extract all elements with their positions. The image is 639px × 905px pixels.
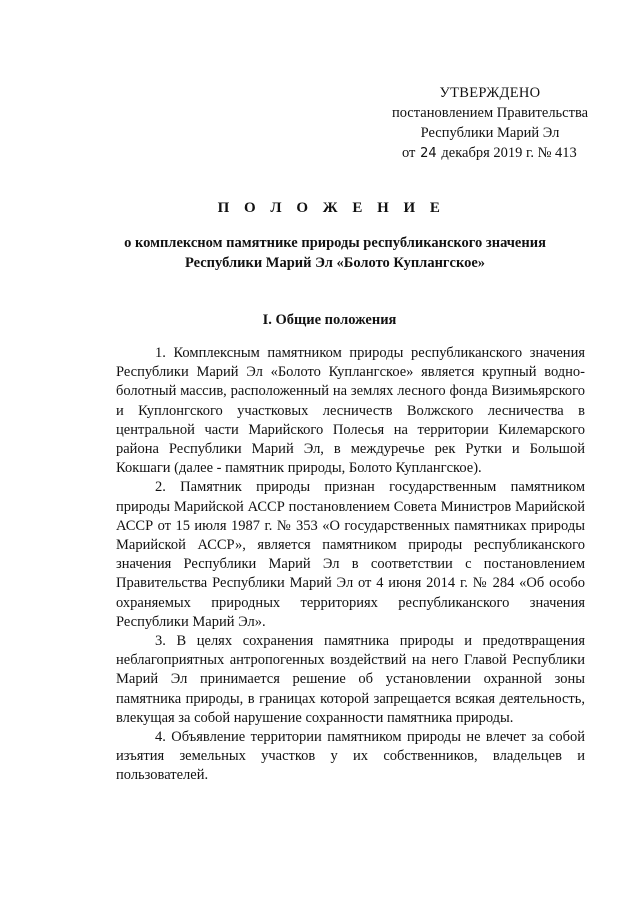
- approval-date-prefix: от: [402, 145, 416, 161]
- paragraph-1: 1. Комплексным памятником природы республиканского значения Республики Марий Эл «Болото Куплангское» является крупный водно-болотный массив, расположенный на землях лесного фонда Визимьярского и Куплонгского участковых лесничеств Волжского лесничества в центральной части Марийского Полесья на территории Килемарского района Республики Марий Эл, в междуречье рек Рутки и Большой Кокшаги (далее - памятник природы, Болото Куплангское).: [116, 345, 585, 477]
- document-body: [116, 344, 585, 786]
- paragraph-4: 4. Объявление территории памятником природы не влечет за собой изъятия земельных участков у их собственников, владельцев и пользователей.: [116, 729, 585, 784]
- section-heading: I. Общие положения: [262, 312, 397, 328]
- approval-resolution: постановлением Правительства: [391, 105, 589, 121]
- document-subtitle: о комплексном памятнике природы республиканского значения Республики Марий Эл «Болото Куплангское»: [124, 235, 546, 271]
- approval-heading: УТВЕРЖДЕНО: [439, 85, 541, 101]
- approval-date-day: 24: [420, 146, 437, 161]
- paragraph-2: 2. Памятник природы признан государственным памятником природы Марийской АССР постановлением Совета Министров Марийской АССР от 15 июля 1987 г. № 353 «О государственных памятниках природы Марийской АССР», является памятником природы республиканского значения Республики Марий Эл в соответствии с постановлением Правительства Республики Марий Эл от 4 июня 2014 г. № 284 «Об особо охраняемых природных территориях республиканского значения Республики Марий Эл».: [116, 479, 585, 630]
- paragraph-3: 3. В целях сохранения памятника природы и предотвращения неблагоприятных антропогенных воздействий на него Главой Республики Марий Эл принимается решение об установлении охранной зоны памятника природы, в границах которой запрещается всякая деятельность, влекущая за собой нарушение сохранности памятника природы.: [116, 633, 585, 726]
- approval-stamp: [370, 83, 610, 164]
- approval-republic: Республики Марий Эл: [420, 125, 560, 141]
- approval-date-rest: декабря 2019 г. № 413: [441, 145, 577, 161]
- document-title: П О Л О Ж Е Н И Е: [217, 200, 446, 216]
- approval-date: [370, 143, 610, 164]
